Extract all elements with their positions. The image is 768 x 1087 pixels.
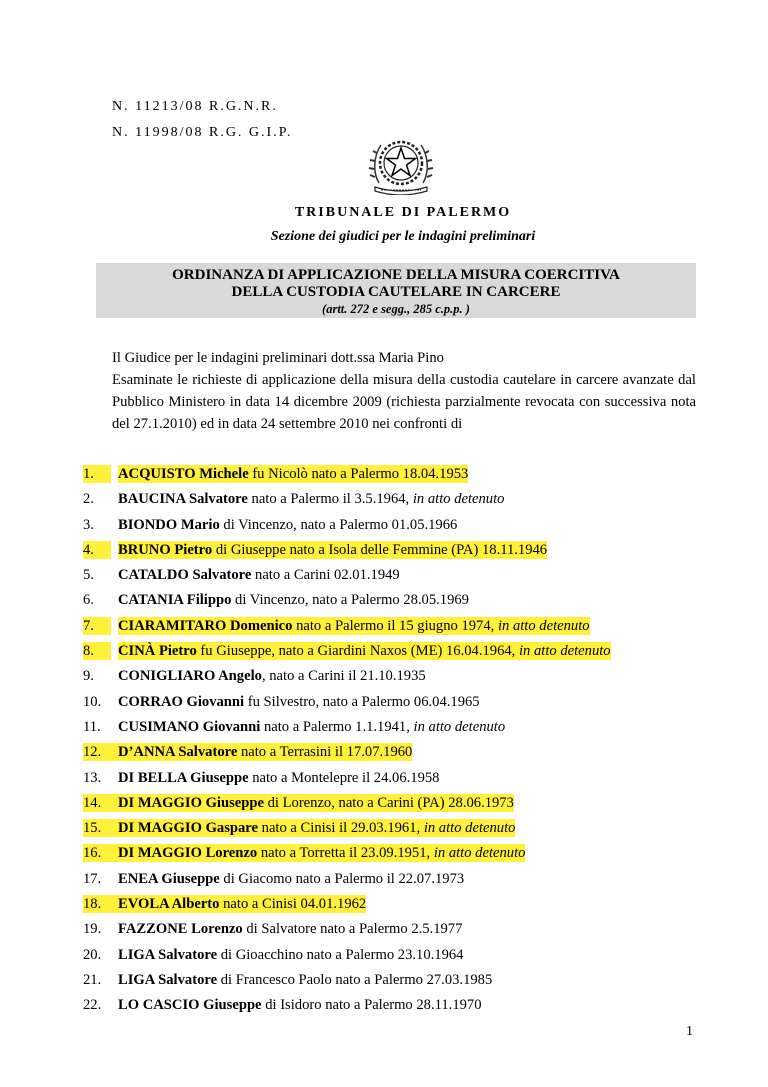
defendant-details: nato a Terrasini il 17.07.1960 <box>237 744 413 761</box>
defendant-name: CATALDO Salvatore <box>118 567 252 584</box>
defendant-name: CUSIMANO Giovanni <box>118 718 261 735</box>
defendant-entry <box>118 870 464 888</box>
rg-gip-number: N. 11998/08 R.G. G.I.P. <box>112 125 293 140</box>
defendants-list <box>0 463 768 1020</box>
defendant-entry <box>118 591 469 609</box>
list-item <box>0 640 768 665</box>
defendant-name: EVOLA Alberto <box>118 896 220 913</box>
defendant-details: di Lorenzo, nato a Carini (PA) 28.06.1973 <box>263 794 514 811</box>
defendant-details: di Francesco Paolo nato a Palermo 27.03.1985 <box>217 971 493 988</box>
list-item <box>0 994 768 1019</box>
list-item <box>0 817 768 842</box>
defendant-details: nato a Palermo il 15 giugno 1974, <box>292 617 498 634</box>
list-item-number: 22. <box>83 997 102 1014</box>
list-item-number: 10. <box>83 693 102 710</box>
ordinance-title-box <box>96 263 696 318</box>
list-item <box>0 539 768 564</box>
defendant-entry <box>118 971 492 989</box>
page-number: 1 <box>686 1024 693 1039</box>
list-item-number: 3. <box>83 516 94 533</box>
list-item-number: 9. <box>83 668 94 685</box>
list-item-number: 15. <box>83 819 118 837</box>
judge-line: Il Giudice per le indagini preliminari dott.ssa Maria Pino <box>112 350 444 366</box>
italian-republic-emblem-icon <box>367 133 435 195</box>
list-item <box>0 589 768 614</box>
court-section: Sezione dei giudici per le indagini preliminari <box>270 229 536 244</box>
list-item-number: 21. <box>83 971 102 988</box>
list-item <box>0 767 768 792</box>
list-item-number: 5. <box>83 567 94 584</box>
defendant-name: LO CASCIO Giuseppe <box>118 997 262 1014</box>
defendant-name: DI BELLA Giuseppe <box>118 769 249 786</box>
intro-text: Esaminate le richieste di applicazione della misura della custodia cautelare in carcere avanzate dal Pubblico Ministero in data 14 dicembre 2009 (richiesta parzialmente revocata con successiva nota del 27.1.2010) ed in data 24 settembre 2010 nei confronti di <box>112 372 696 432</box>
defendant-name: DI MAGGIO Gaspare <box>118 820 258 837</box>
list-item <box>0 514 768 539</box>
defendant-name: CIARAMITARO Domenico <box>118 617 293 634</box>
defendant-details: , nato a Carini il 21.10.1935 <box>261 668 426 685</box>
list-item-number: 14. <box>83 794 118 812</box>
rgnr-number: N. 11213/08 R.G.N.R. <box>112 99 278 114</box>
defendant-details: di Isidoro nato a Palermo 28.11.1970 <box>261 997 482 1014</box>
defendant-details: nato a Montelepre il 24.06.1958 <box>248 769 440 786</box>
list-item <box>0 969 768 994</box>
list-item <box>0 615 768 640</box>
defendant-entry <box>118 718 505 736</box>
defendant-entry <box>118 516 457 534</box>
defendant-entry <box>118 794 514 812</box>
defendant-name: ENEA Giuseppe <box>118 870 220 887</box>
defendant-details: nato a Carini 02.01.1949 <box>251 567 400 584</box>
defendant-details: fu Giuseppe, nato a Giardini Naxos (ME) 16.04.1964, <box>196 643 519 660</box>
defendant-name: CATANIA Filippo <box>118 592 232 609</box>
list-item-number: 12. <box>83 743 118 761</box>
list-item-number: 8. <box>83 642 111 660</box>
defendant-entry <box>118 693 480 711</box>
defendant-entry <box>118 566 400 584</box>
list-item-number: 16. <box>83 844 118 862</box>
defendant-entry <box>118 490 504 508</box>
defendant-name: BIONDO Mario <box>118 516 220 533</box>
list-item <box>0 918 768 943</box>
list-item-number: 2. <box>83 491 94 508</box>
defendant-entry <box>118 844 525 862</box>
defendant-name: DI MAGGIO Lorenzo <box>118 845 258 862</box>
list-item <box>0 691 768 716</box>
defendant-name: CINÀ Pietro <box>118 643 197 660</box>
ordinance-title-line2: DELLA CUSTODIA CAUTELARE IN CARCERE <box>231 284 561 300</box>
defendant-details: di Vincenzo, nato a Palermo 01.05.1966 <box>219 516 458 533</box>
detention-status: in atto detenuto <box>423 820 516 837</box>
detention-status: in atto detenuto <box>413 718 506 735</box>
defendant-details: di Vincenzo, nato a Palermo 28.05.1969 <box>231 592 469 609</box>
detention-status: in atto detenuto <box>518 643 611 660</box>
list-item <box>0 463 768 488</box>
defendant-entry <box>118 743 412 761</box>
list-item <box>0 665 768 690</box>
list-item <box>0 792 768 817</box>
ordinance-legal-reference: (artt. 272 e segg., 285 c.p.p. ) <box>322 302 470 316</box>
defendant-details: fu Nicolò nato a Palermo 18.04.1953 <box>248 466 469 482</box>
defendant-name: LIGA Salvatore <box>118 946 218 963</box>
list-item-number: 18. <box>83 895 118 913</box>
defendant-entry <box>118 996 482 1014</box>
list-item-number: 13. <box>83 769 102 786</box>
list-item <box>0 741 768 766</box>
defendant-details: nato a Palermo il 3.5.1964, <box>247 491 413 508</box>
defendant-details: fu Silvestro, nato a Palermo 06.04.1965 <box>244 693 480 710</box>
detention-status: in atto detenuto <box>433 845 526 862</box>
defendant-details: nato a Cinisi 04.01.1962 <box>219 896 367 913</box>
court-name: TRIBUNALE DI PALERMO <box>294 205 512 220</box>
defendant-name: LIGA Salvatore <box>118 971 218 988</box>
list-item <box>0 868 768 893</box>
defendant-entry <box>118 617 590 635</box>
defendant-entry <box>118 769 439 787</box>
defendant-name: BAUCINA Salvatore <box>118 491 248 508</box>
defendant-details: nato a Palermo 1.1.1941, <box>260 718 414 735</box>
list-item-number: 11. <box>83 718 101 735</box>
defendant-entry <box>118 819 515 837</box>
list-item-number: 7. <box>83 617 111 635</box>
list-item-number: 4. <box>83 541 111 559</box>
defendant-name: BRUNO Pietro <box>118 541 213 558</box>
defendant-details: di Salvatore nato a Palermo 2.5.1977 <box>242 921 463 938</box>
defendant-entry <box>118 465 468 483</box>
intro-paragraph <box>112 347 696 435</box>
defendant-entry <box>118 946 463 964</box>
list-item-number: 17. <box>83 870 102 887</box>
list-item <box>0 944 768 969</box>
list-item-number: 1. <box>83 465 111 483</box>
list-item <box>0 893 768 918</box>
defendant-details: nato a Torretta il 23.09.1951, <box>257 845 434 862</box>
list-item <box>0 564 768 589</box>
defendant-details: di Giacomo nato a Palermo il 22.07.1973 <box>219 870 465 887</box>
defendant-entry <box>118 920 462 938</box>
list-item <box>0 488 768 513</box>
defendant-name: CORRAO Giovanni <box>118 693 245 710</box>
detention-status: in atto detenuto <box>412 491 505 508</box>
list-item-number: 19. <box>83 921 102 938</box>
defendant-name: FAZZONE Lorenzo <box>118 921 243 938</box>
defendant-name: CONIGLIARO Angelo <box>118 668 262 685</box>
defendant-name: DI MAGGIO Giuseppe <box>118 794 264 811</box>
defendant-entry <box>118 541 547 559</box>
defendant-details: di Gioacchino nato a Palermo 23.10.1964 <box>217 946 464 963</box>
defendant-name: ACQUISTO Michele <box>118 466 249 482</box>
list-item <box>0 716 768 741</box>
detention-status: in atto detenuto <box>497 617 590 634</box>
ordinance-title-line1: ORDINANZA DI APPLICAZIONE DELLA MISURA COERCITIVA <box>172 267 620 283</box>
list-item-number: 6. <box>83 592 94 609</box>
defendant-entry <box>118 667 426 685</box>
defendant-details: di Giuseppe nato a Isola delle Femmine (PA) 18.11.1946 <box>212 541 548 558</box>
defendant-name: D’ANNA Salvatore <box>118 744 238 761</box>
defendant-details: nato a Cinisi il 29.03.1961, <box>258 820 424 837</box>
defendant-entry <box>118 895 366 913</box>
defendant-entry <box>118 642 611 660</box>
list-item-number: 20. <box>83 946 102 963</box>
list-item <box>0 842 768 867</box>
